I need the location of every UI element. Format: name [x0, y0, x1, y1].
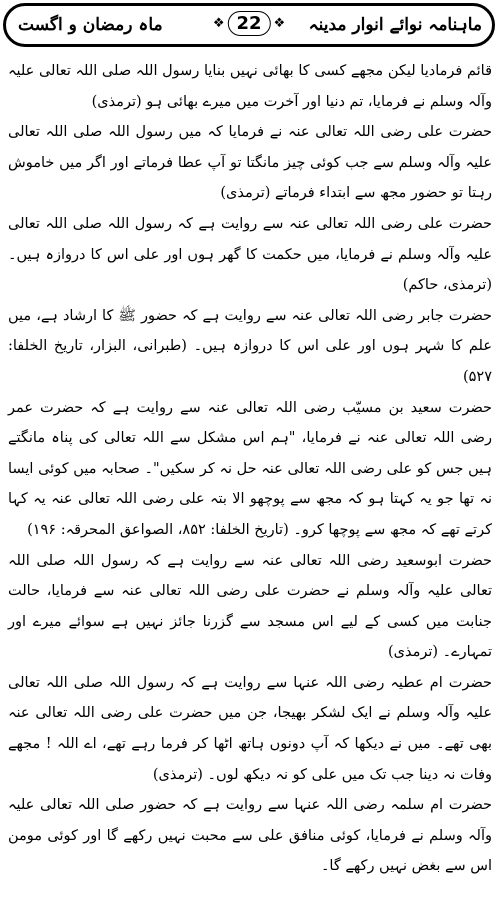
issue-label: ماہ رمضان و اگست — [18, 15, 163, 35]
paragraph: حضرت جابر رضی اللہ تعالی عنہ سے روایت ہے کہ حضور ﷺ کا ارشاد ہے، میں علم کا شہر ہوں اور علی اس کا دروازہ ہیں۔ (طبرانی، البزار، تاریخ الخلفا: ۵۲۷) — [8, 307, 492, 385]
page-number: 22 — [227, 11, 270, 36]
paragraph: حضرت علی رضی اللہ تعالی عنہ سے روایت ہے کہ رسول اللہ صلی اللہ تعالی علیہ وآلہ وسلم نے فرمایا، میں حکمت کا گھر ہوں اور علی اس کا دروازہ ہیں۔ (ترمذی، حاکم) — [8, 215, 492, 294]
magazine-title: ماہنامہ نوائے انوار مدینہ — [308, 15, 482, 35]
ornament-icon: ❖ — [212, 16, 225, 31]
article-body — [8, 56, 492, 902]
paragraph: حضرت سعید بن مسیّب رضی اللہ تعالی عنہ سے روایت ہے کہ حضرت عمر رضی اللہ تعالی عنہ نے فرمایا، "ہم اس مشکل سے اللہ تعالی کی پناہ مانگتے ہیں جس کو علی رضی اللہ تعالی عنہ حل نہ کر سکیں"۔ صحابہ میں کوئی ایسا نہ تھا جو یہ کہتا ہو کہ مجھ سے پوچھو الا بتہ علی رضی اللہ تعالی عنہ یہ کہا کرتے تھے کہ مجھ سے پوچھا کرو۔ (تاریخ الخلفا: ۸۵۲، الصواعق المحرقہ: ۱۹۶) — [8, 399, 492, 538]
page-number-badge — [213, 11, 285, 36]
paragraph: حضرت ابوسعید رضی اللہ تعالی عنہ سے روایت ہے کہ رسول اللہ صلی اللہ تعالی علیہ وآلہ وسلم نے حضرت علی رضی اللہ تعالی عنہ سے فرمایا، حالت جنابت میں کسی کے لیے اس مسجد سے گزرنا جائز نہیں ہے سوائے میرے اور تمہارے۔ (ترمذی) — [8, 552, 492, 661]
paragraph: حضرت ام سلمہ رضی اللہ عنہا سے روایت ہے کہ حضور صلی اللہ تعالی علیہ وآلہ وسلم نے فرمایا، کوئی منافق علی سے محبت نہیں رکھے گا اور کوئی مومن اس سے بغض نہیں رکھے گا۔ — [8, 797, 492, 875]
paragraph: قائم فرمادیا لیکن مجھے کسی کا بھائی نہیں بنایا رسول اللہ صلی اللہ تعالی علیہ وآلہ وسلم نے فرمایا، تم دنیا اور آخرت میں میرے بھائی ہو (ترمذی) — [8, 63, 492, 110]
paragraph: حضرت علی رضی اللہ تعالی عنہ نے فرمایا کہ میں رسول اللہ صلی اللہ تعالی علیہ وآلہ وسلم سے جب کوئی چیز مانگتا تو آپ عطا فرماتے اور اگر میں خاموش رہتا تو حضور مجھ سے ابتداء فرماتے (ترمذی) — [8, 124, 492, 202]
ornament-icon: ❖ — [273, 16, 286, 31]
page-header — [3, 3, 495, 47]
paragraph: حضرت ام عطیہ رضی اللہ عنہا سے روایت ہے کہ رسول اللہ صلی اللہ تعالی علیہ وآلہ وسلم نے ایک لشکر بھیجا، جن میں حضرت علی رضی اللہ تعالی عنہ بھی تھے۔ میں نے دیکھا کہ آپ دونوں ہاتھ اٹھا کر فرما رہے تھے، اے اللہ ! مجھے وفات نہ دینا جب تک میں علی کو نہ دیکھ لوں۔ (ترمذی) — [8, 674, 492, 783]
